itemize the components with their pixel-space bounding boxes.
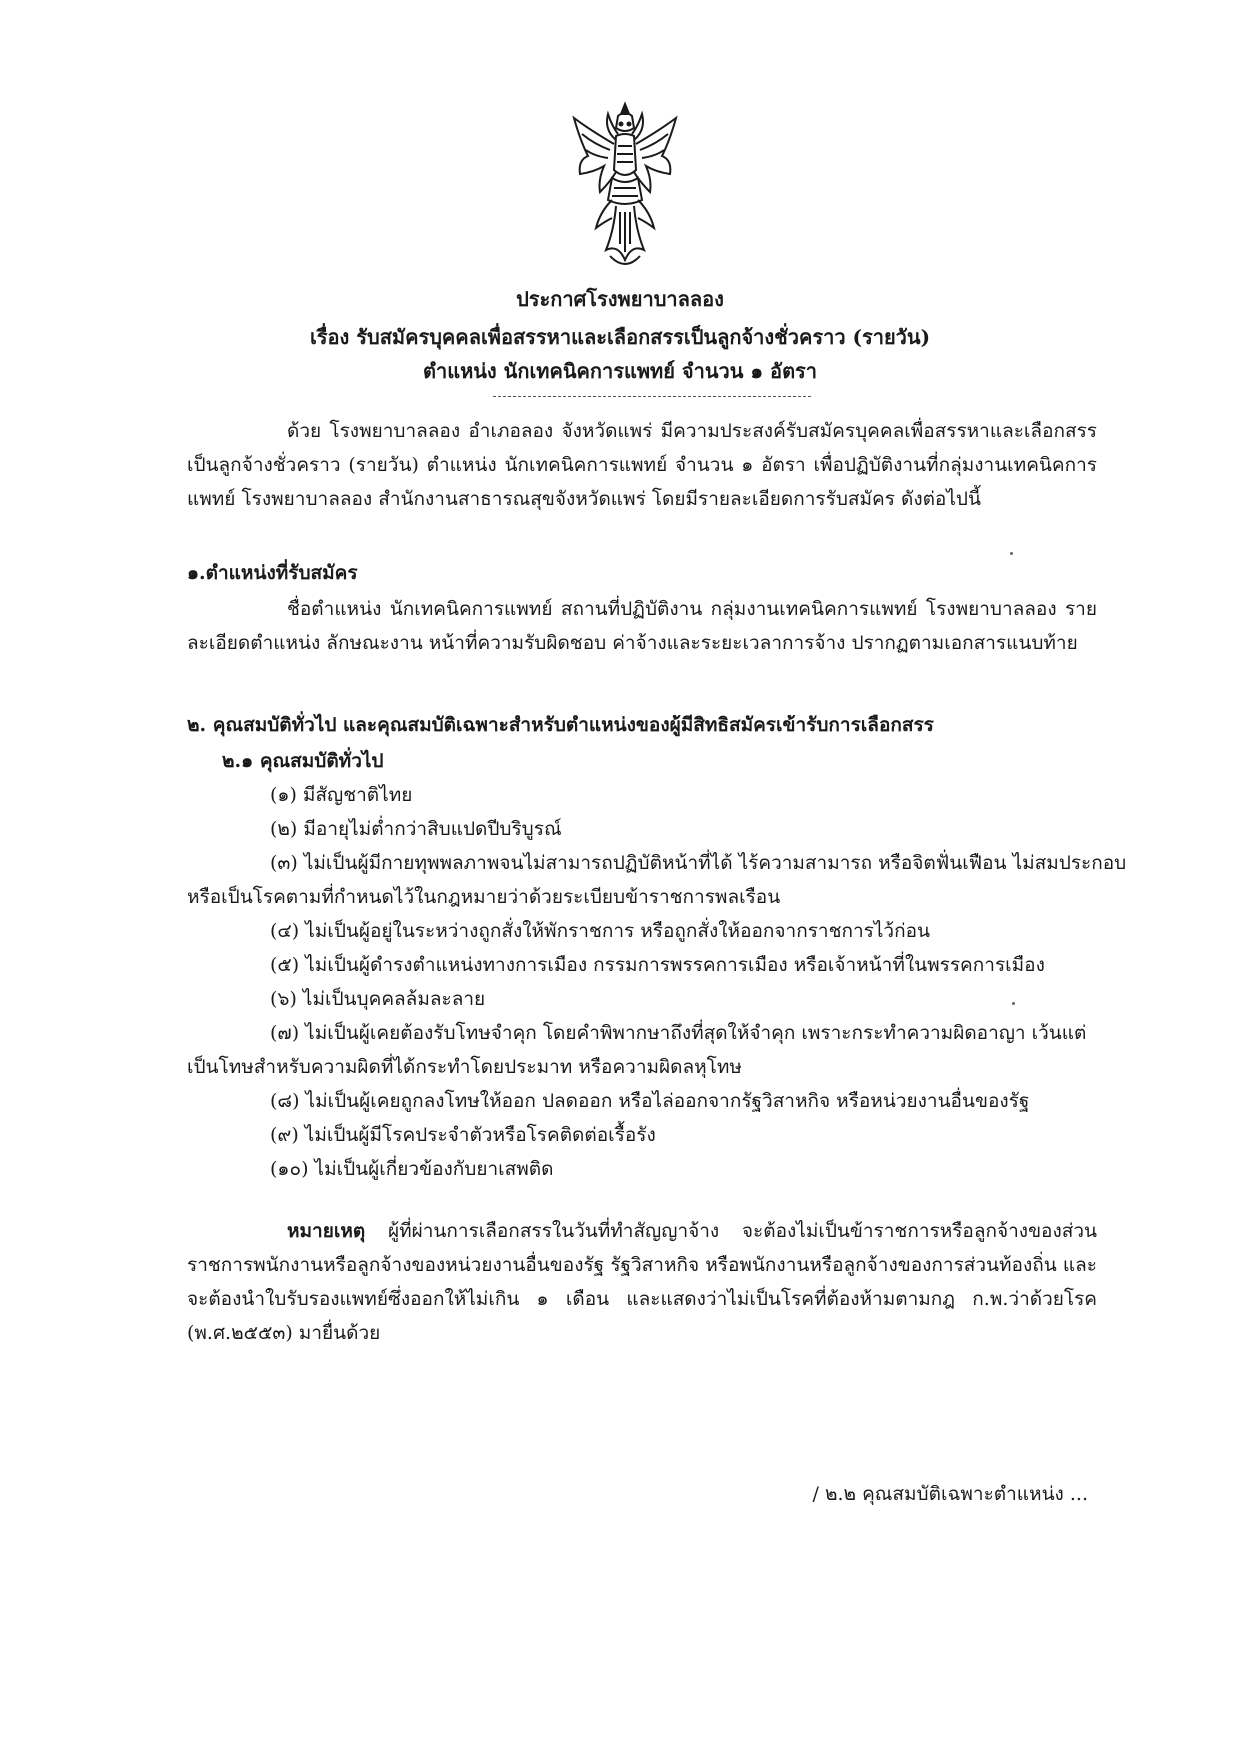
- qualification-item-continuation: เป็นโทษสำหรับความผิดที่ได้กระทำโดยประมาท หรือความผิดลหุโทษ: [187, 1056, 742, 1078]
- intro-paragraph: ด้วย โรงพยาบาลลอง อำเภอลอง จังหวัดแพร่ มีความประสงค์รับสมัครบุคคลเพื่อสรรหาและเลือกสรรเป็นลูกจ้างชั่วคราว (รายวัน) ตำแหน่ง นักเทคนิคการแพทย์ จำนวน ๑ อัตรา เพื่อปฏิบัติงานที่กลุ่มงานเทคนิคการแพทย์ โรงพยาบาลลอง สำนักงานสาธารณสุขจังหวัดแพร่ โดยมีรายละเอียดการรับสมัคร ดังต่อไปนี้: [187, 420, 1097, 510]
- qualification-item: (๘) ไม่เป็นผู้เคยถูกลงโทษให้ออก ปลดออก หรือไล่ออกจากรัฐวิสาหกิจ หรือหน่วยงานอื่นของรัฐ: [270, 1090, 1030, 1112]
- announcement-position: ตำแหน่ง นักเทคนิคการแพทย์ จำนวน ๑ อัตรา: [422, 359, 818, 383]
- header-divider: [493, 396, 811, 397]
- garuda-emblem-icon: [570, 100, 680, 275]
- page-continuation: / ๒.๒ คุณสมบัติเฉพาะตำแหน่ง ...: [812, 1483, 1088, 1505]
- qualification-item: (๓) ไม่เป็นผู้มีกายทุพพลภาพจนไม่สามารถปฏิบัติหน้าที่ได้ ไร้ความสามารถ หรือจิตฟั่นเฟือน ไม่สมประกอบ: [270, 852, 1127, 874]
- qualification-item: (๙) ไม่เป็นผู้มีโรคประจำตัวหรือโรคติดต่อเรื้อรัง: [270, 1124, 656, 1146]
- announcement-subject: เรื่อง รับสมัครบุคคลเพื่อสรรหาและเลือกสรรเป็นลูกจ้างชั่วคราว (รายวัน): [309, 325, 931, 349]
- qualification-item: (๗) ไม่เป็นผู้เคยต้องรับโทษจำคุก โดยคำพิพากษาถึงที่สุดให้จำคุก เพราะกระทำความผิดอาญา เว้นแต่: [270, 1022, 1087, 1044]
- qualification-item: (๕) ไม่เป็นผู้ดำรงตำแหน่งทางการเมือง กรรมการพรรคการเมือง หรือเจ้าหน้าที่ในพรรคการเมือง: [270, 954, 1045, 976]
- remark-paragraph: [187, 1214, 1097, 1350]
- qualification-item: (๖) ไม่เป็นบุคคลล้มละลาย: [270, 988, 486, 1010]
- section1-heading: ๑.ตำแหน่งที่รับสมัคร: [187, 562, 358, 584]
- qualification-item: (๑๐) ไม่เป็นผู้เกี่ยวข้องกับยาเสพติด: [270, 1158, 554, 1180]
- scan-speck: [1010, 552, 1013, 555]
- remark-label: หมายเหตุ: [287, 1220, 366, 1242]
- announcement-title: ประกาศโรงพยาบาลลอง: [516, 287, 724, 311]
- qualification-item: (๔) ไม่เป็นผู้อยู่ในระหว่างถูกสั่งให้พักราชการ หรือถูกสั่งให้ออกจากราชการไว้ก่อน: [270, 920, 930, 942]
- remark-text: ผู้ที่ผ่านการเลือกสรรในวันที่ทำสัญญาจ้าง จะต้องไม่เป็นข้าราชการหรือลูกจ้างของส่วนราชการพนักงานหรือลูกจ้างของหน่วยงานอื่นของรัฐ รัฐวิสาหกิจ หรือพนักงานหรือลูกจ้างของการส่วนท้องถิ่น และจะต้องนำใบรับรองแพทย์ซึ่งออกให้ไม่เกิน ๑ เดือน และแสดงว่าไม่เป็นโรคที่ต้องห้ามตามกฎ ก.พ.ว่าด้วยโรค (พ.ศ.๒๕๕๓) มายื่นด้วย: [187, 1220, 1097, 1344]
- scan-speck: [1012, 1002, 1015, 1005]
- section1-body: ชื่อตำแหน่ง นักเทคนิคการแพทย์ สถานที่ปฏิบัติงาน กลุ่มงานเทคนิคการแพทย์ โรงพยาบาลลอง รายละเอียดตำแหน่ง ลักษณะงาน หน้าที่ความรับผิดชอบ ค่าจ้างและระยะเวลาการจ้าง ปรากฏตามเอกสารแนบท้าย: [187, 598, 1097, 654]
- qualification-item: (๒) มีอายุไม่ต่ำกว่าสิบแปดปีบริบูรณ์: [270, 818, 562, 840]
- section2-heading: ๒. คุณสมบัติทั่วไป และคุณสมบัติเฉพาะสำหรับตำแหน่งของผู้มีสิทธิสมัครเข้ารับการเลือกสรร: [187, 714, 934, 736]
- qualification-item-continuation: หรือเป็นโรคตามที่กำหนดไว้ในกฎหมายว่าด้วยระเบียบข้าราชการพลเรือน: [187, 886, 781, 908]
- section2-subheading: ๒.๑ คุณสมบัติทั่วไป: [222, 750, 384, 772]
- qualification-item: (๑) มีสัญชาติไทย: [270, 784, 413, 806]
